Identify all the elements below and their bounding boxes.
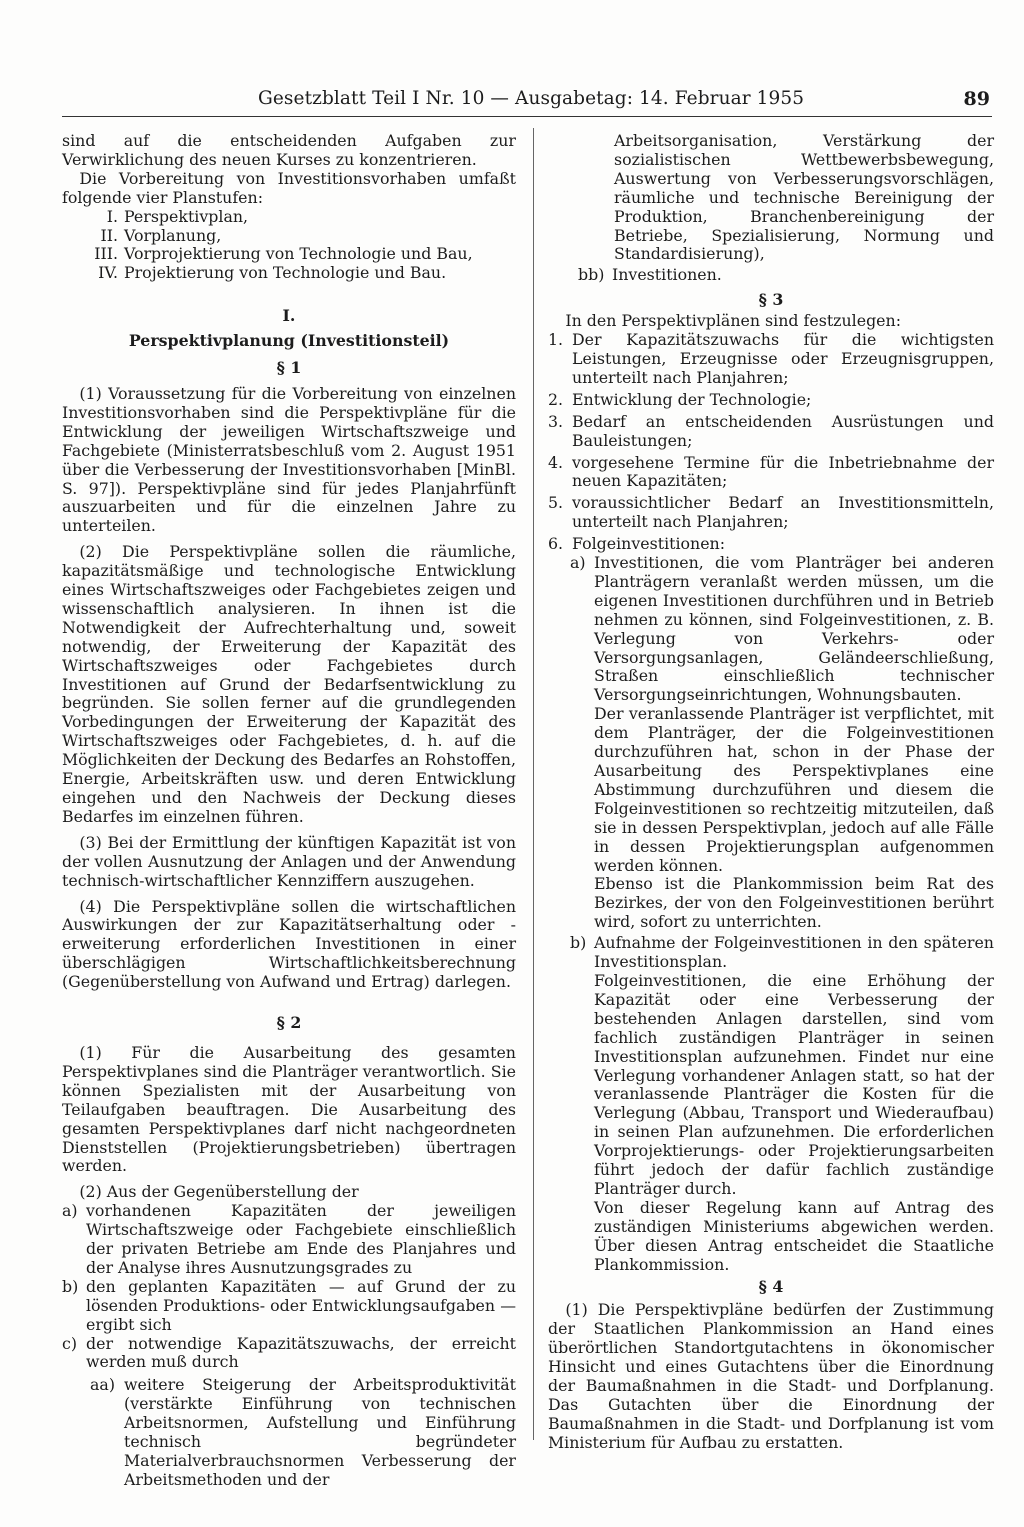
list-marker: 3. — [548, 411, 564, 431]
list-item — [62, 1202, 516, 1278]
paragraph-1-4: (4) Die Perspektivpläne sollen die wirtschaftlichen Auswirkungen der zur Kapazitätserhaltung oder -erweiterung erforderlichen Investitionen in einer überschlägigen Wirtschaftlichkeitsberechnung (Gegenüberstellung von Aufwand und Ertrag) darlegen. — [62, 896, 516, 992]
list-item — [62, 1335, 516, 1373]
list-item — [578, 266, 994, 285]
list-marker: II. — [100, 225, 118, 245]
aa-continuation: Arbeitsorganisation, Verstärkung der sozialistischen Wettbewerbsbewegung, Auswertung von Verbesserungsvorschlägen, räumliche und technische Bereinigung der Produktion, Branchenbereinigung der Betriebe, Spezialisierung, Normung und Standardisierung), — [614, 131, 994, 264]
list-text: vorhandenen Kapazitäten der jeweiligen Wirtschaftszweige oder Fachgebiete einschließlich der privaten Betriebe am Ende des Planjahres und der Analyse ihres Ausnutzungsgrades zu — [86, 1201, 516, 1277]
list-text: Der Kapazitätszuwachs für die wichtigsten Leistungen, Erzeugnisse oder Erzeugnisgruppen, unterteilt nach Planjahren; — [572, 330, 994, 387]
page-number: 89 — [963, 88, 990, 110]
list-item — [570, 934, 994, 972]
paragraph-1-3: (3) Bei der Ermittlung der künftigen Kapazität ist von der vollen Ausnutzung der Anlagen und der Anwendung technisch-wirtschaftlicher Kennziffern auszugehen. — [62, 832, 516, 890]
list-text: Vorplanung, — [124, 225, 222, 245]
list-item — [62, 245, 516, 264]
paragraph-1-2: (2) Die Perspektivpläne sollen die räumliche, kapazitätsmäßige und technologische Entwicklung eines Wirtschaftszweiges oder Fachgebietes zeigen und wissenschaftlich analysieren. In ihnen ist die Notwendigkeit der Aufrechterhaltung und, soweit notwendig, der Erweiterung der Kapazität des Wirtschaftszweiges oder Fachgebietes durch Investitionen auf Grund der Bedarfsentwicklung zu begründen. Sie sollen ferner auf die grundlegenden Vorbedingungen der Erweiterung der Kapazität des Wirtschaftszweiges oder Fachgebietes, d. h. auf die Möglichkeiten der Deckung des Bedarfes an Rohstoffen, Energie, Arbeitskräften usw. und deren Entwicklung eingehen und den Nachweis der Deckung dieses Bedarfes im einzelnen führen. — [62, 542, 516, 826]
paragraph-3-intro: In den Perspektivplänen sind festzulegen: — [565, 311, 902, 331]
list-item — [62, 264, 516, 283]
section-number: I. — [282, 306, 296, 326]
list-marker: a) — [570, 553, 586, 573]
intro-paragraph: sind auf die entscheidenden Aufgaben zur Verwirklichung des neuen Kurses zu konzentrieren. — [62, 131, 516, 169]
paragraph-2-2: (2) Aus der Gegenüberstellung der — [79, 1182, 359, 1202]
list-marker: b) — [570, 933, 587, 953]
left-column — [62, 132, 516, 1490]
list-text: weitere Steigerung der Arbeitsproduktivität (verstärkte Einführung von technischen Arbeitsnormen, Aufstellung und Einführung technisch begründeter Materialverbrauchsnormen Verbesserung der Arbeitsmethoden und der — [124, 1375, 516, 1489]
list-item — [62, 208, 516, 227]
list-marker: b) — [62, 1276, 79, 1296]
list-text: Folgeinvestitionen: — [572, 534, 726, 554]
list-item — [548, 331, 994, 388]
list-item — [548, 494, 994, 532]
list-text: vorgesehene Termine für die Inbetriebnahme der neuen Kapazitäten; — [572, 452, 994, 491]
list-text: Aufnahme der Folgeinvestitionen in den späteren Investitionsplan. — [594, 933, 994, 972]
b-continuation: Von dieser Regelung kann auf Antrag des zuständigen Ministeriums abgewichen werden. Über diesen Antrag entscheidet die Staatliche Plankommission. — [594, 1197, 994, 1274]
b-continuation: Folgeinvestitionen, die eine Erhöhung der Kapazität oder eine Verbesserung der bestehenden Anlagen darstellen, sind vom fachlich zuständigen Planträger in seinen Investitionsplan aufzunehmen. Findet nur eine Verlegung vorhandener Anlagen statt, so hat der veranlassende Planträger die Kosten für die Verlegung (Abbau, Transport und Wiederaufbau) in seinen Plan aufzunehmen. Die erforderlichen Vorprojektierungs- oder Projektierungsarbeiten führt jedoch der dafür fachlich zuständige Planträger durch. — [594, 970, 994, 1198]
list-item — [570, 554, 994, 705]
list-marker: I. — [106, 206, 118, 226]
list-marker: 1. — [548, 330, 564, 350]
list-text: Projektierung von Technologie und Bau. — [124, 263, 447, 283]
list-marker: 5. — [548, 493, 564, 513]
list-marker: 6. — [548, 534, 564, 554]
list-marker: 2. — [548, 389, 564, 409]
list-text: der notwendige Kapazitätszuwachs, der erreicht werden muß durch — [86, 1333, 516, 1372]
list-text: Investitionen. — [612, 265, 722, 285]
list-marker: 4. — [548, 452, 564, 472]
list-text: Vorprojektierung von Technologie und Bau, — [124, 244, 473, 264]
a-continuation: Ebenso ist die Plankommission beim Rat des Bezirkes, der von den Folgeinvestitionen berührt wird, sofort zu unterrichten. — [594, 874, 994, 932]
list-marker: bb) — [578, 265, 605, 285]
list-text: Investitionen, die vom Planträger bei anderen Planträgern veranlaßt werden müssen, um die eigenen Investitionen durchführen und in Betrieb nehmen zu können, sind Folgeinvestitionen, z. B. Verlegung von Verkehrs- oder Versorgungsanlagen, Geländeerschließung, Straßen einschließlich technischer Versorgungseinrichtungen, Wohnungsbauten. — [594, 553, 994, 705]
paragraph-heading: § 2 — [276, 1013, 302, 1033]
paragraph-4-1: (1) Die Perspektivpläne bedürfen der Zustimmung der Staatlichen Plankommission an Hand eines überörtlichen Standortgutachtens in ökonomischer Hinsicht und eines Gutachtens über die Einordnung der Baumaßnahmen in die Stadt- und Dorfplanung. Das Gutachten über die Einordnung der Baumaßnahmen in die Stadt- und Dorfplanung ist vom Ministerium für Aufbau zu erstatten. — [548, 1300, 994, 1452]
list-item — [548, 454, 994, 492]
paragraph-heading: § 3 — [758, 290, 784, 310]
a-continuation: Der veranlassende Planträger ist verpflichtet, mit dem Planträger, der die Folgeinvestitionen durchzuführen hat, schon in der Phase der Ausarbeitung des Perspektivplanes eine Abstimmung durchzuführen und diesem die Folgeinvestitionen so rechtzeitig mitzuteilen, daß sie in dessen Perspektivplan, jedoch auf alle Fälle in dessen Projektierungsplan aufgenommen werden können. — [594, 704, 994, 875]
list-text: voraussichtlicher Bedarf an Investitionsmitteln, unterteilt nach Planjahren; — [572, 493, 994, 532]
paragraph-heading: § 1 — [276, 358, 302, 378]
list-text: Bedarf an entscheidenden Ausrüstungen und Bauleistungen; — [572, 411, 994, 450]
column-divider — [533, 128, 534, 1440]
planstufen-paragraph: Die Vorbereitung von Investitionsvorhaben umfaßt folgende vier Planstufen: — [62, 168, 516, 207]
list-item — [62, 227, 516, 246]
paragraph-2-1: (1) Für die Ausarbeitung des gesamten Perspektivplanes sind die Planträger verantwortlich. Sie können Spezialisten mit der Ausarbeitung von Teilaufgaben beauftragen. Die Ausarbeitung des gesamten Perspektivplanes darf nicht nachgeordneten Dienststellen (Projektierungsbetrieben) übertragen werden. — [62, 1042, 516, 1176]
list-text: Entwicklung der Technologie; — [572, 389, 812, 409]
page-header — [62, 86, 992, 117]
list-text: den geplanten Kapazitäten — auf Grund der zu lösenden Produktions- oder Entwicklungsaufgaben — ergibt sich — [86, 1276, 516, 1334]
paragraph-1-1: (1) Voraussetzung für die Vorbereitung von einzelnen Investitionsvorhaben sind die Perspektivpläne für die Entwicklung der jeweiligen Wirtschaftszweige und Fachgebiete (Ministerratsbeschluß vom 2. August 1951 über die Verbesserung der Investitionsvorhaben [MinBl. S. 97]). Perspektivpläne sind für jedes Planjahrfünft auszuarbeiten und für die einzelnen Jahre zu unterteilen. — [62, 383, 516, 536]
list-marker: aa) — [90, 1375, 115, 1395]
paragraph-heading: § 4 — [758, 1277, 784, 1297]
list-item — [62, 1278, 516, 1335]
list-marker: c) — [62, 1333, 78, 1353]
list-item — [548, 413, 994, 451]
list-marker: IV. — [98, 263, 118, 283]
list-item — [548, 391, 994, 410]
list-item — [90, 1376, 516, 1489]
list-item — [548, 535, 994, 554]
list-text: Perspektivplan, — [124, 206, 249, 226]
list-marker: III. — [94, 244, 118, 264]
list-marker: a) — [62, 1201, 78, 1221]
right-column — [548, 132, 994, 1453]
header-title: Gesetzblatt Teil I Nr. 10 — Ausgabetag: 14. Februar 1955 — [258, 88, 805, 109]
section-title: Perspektivplanung (Investitionsteil) — [128, 331, 450, 351]
